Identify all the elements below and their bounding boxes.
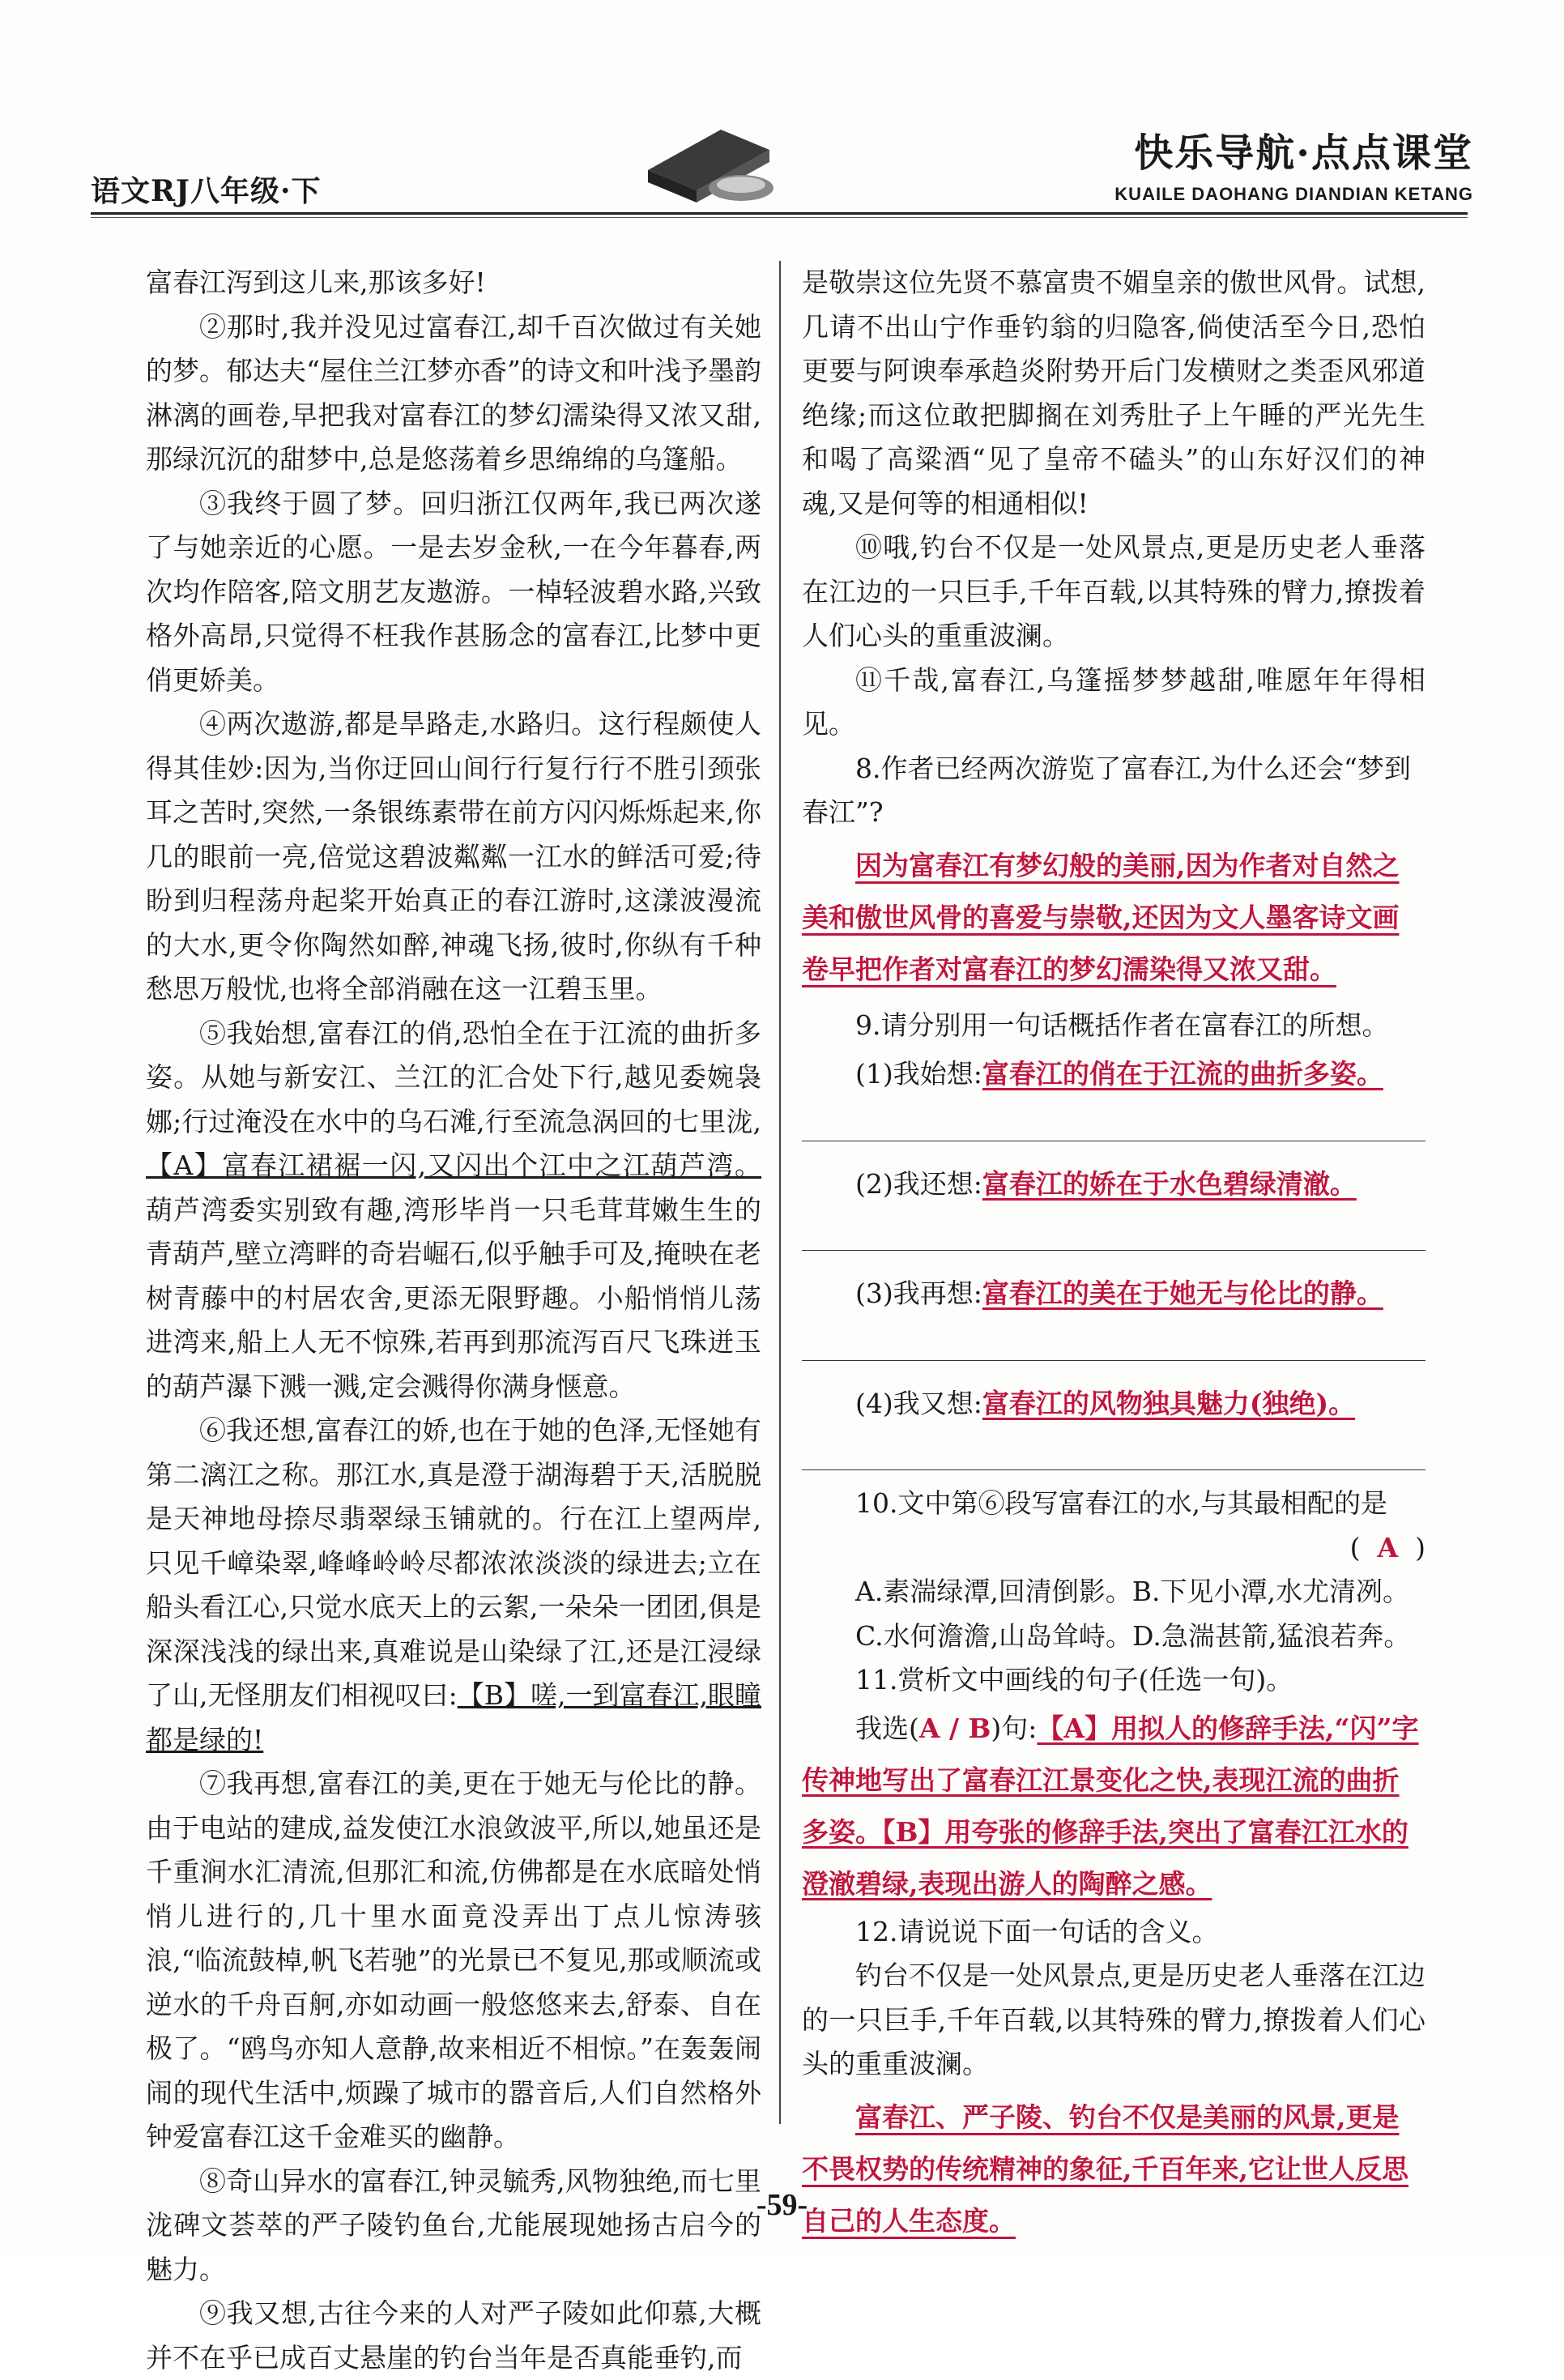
q11-mid: )句: — [991, 1712, 1038, 1744]
header-title: 快乐导航·点点课堂 — [1134, 130, 1473, 176]
q10-option-row: A.素湍绿潭,回清倒影。B.下见小潭,水尤清冽。 — [855, 1576, 1410, 1607]
passage-paragraph: ③我终于圆了梦。回归浙江仅两年,我已两次遂了与她亲近的心愿。一是去岁金秋,一在今年暮春,两次均作陪客,陪文朋艺友遨游。一棹轻波碧水路,兴致格外高昂,只觉得不枉我作甚肠念的富春江,比梦中更俏更娇美。 — [146, 487, 761, 696]
q9-answer: 富春江的俏在于江流的曲折多姿。 — [982, 1058, 1383, 1090]
page-number: -59- — [756, 2188, 808, 2222]
header-grade-label: 语文RJ八年级·下 — [91, 174, 322, 208]
q11-choice: A / B — [918, 1712, 991, 1744]
passage-paragraph: ④两次遨游,都是旱路走,水路归。这行程颇使人得其佳妙:因为,当你迂回山间行行复行行不胜引颈张耳之苦时,突然,一条银练素带在前方闪闪烁烁起来,你几的眼前一亮,倍觉这碧波粼粼一江水的鲜活可爱;待盼到归程荡舟起桨开始真正的春江游时,这漾波漫流的大水,更令你陶然如醉,神魂飞扬,彼时,你纵有千种愁思万般忧,也将全部消融在这一江碧玉里。 — [146, 708, 761, 1004]
q9-item-4 — [802, 1382, 1425, 1427]
q10-option-row: C.水何澹澹,山岛耸峙。D.急湍甚箭,猛浪若奔。 — [855, 1619, 1411, 1652]
q9-answer: 富春江的美在于她无与伦比的静。 — [982, 1277, 1383, 1309]
question-8: 8.作者已经两次游览了富春江,为什么还会“梦到春江”? — [802, 752, 1411, 828]
q11-answer: 【A】用拟人的修辞手法,“闪”字传神地写出了富春江江景变化之快,表现江流的曲折多姿。【B】用夸张的修辞手法,突出了富春江江水的澄澈碧绿,表现出游人的陶醉之感。 — [802, 1712, 1419, 1900]
question-12: 12.请说说下面一句话的含义。 — [855, 1915, 1219, 1947]
passage-paragraph: 是敬崇这位先贤不慕富贵不媚皇亲的傲世风骨。试想,几请不出山宁作垂钓翁的归隐客,倘使活至今日,恐怕更要与阿谀奉承趋炎附势开后门发横财之类歪风邪道绝缘;而这位敢把脚搁在刘秀肚子上午睡的严光先生和喝了高粱酒“见了皇帝不磕头”的山东好汉们的神魂,又是何等的相通相似! — [802, 267, 1425, 519]
passage-paragraph-6 — [146, 1409, 761, 1762]
right-column — [802, 261, 1425, 2255]
underlined-sentence-a: 【A】富春江裙裾一闪,又闪出个江中之江葫芦湾。 — [146, 1149, 761, 1181]
answer-12: 富春江、严子陵、钓台不仅是美丽的风景,更是不畏权势的传统精神的象征,千百年来,它让世人反思自己的人生态度。 — [802, 2101, 1408, 2237]
q9-label: (4)我又想: — [855, 1387, 982, 1419]
q9-label: (2)我还想: — [855, 1167, 982, 1200]
passage-paragraph: 富春江泻到这儿来,那该多好! — [146, 267, 486, 298]
q9-label: (3)我再想: — [855, 1277, 982, 1309]
left-column — [146, 261, 761, 2380]
question-11: 11.赏析文中画线的句子(任选一句)。 — [855, 1664, 1293, 1695]
q11-response — [802, 1703, 1425, 1910]
passage-paragraph-5 — [146, 1012, 761, 1410]
paren-close: ) — [1415, 1531, 1425, 1563]
passage-paragraph: ⑩哦,钓台不仅是一处风景点,更是历史老人垂落在江边的一只巨手,千年百载,以其特殊的臂力,撩拨着人们心头的重重波澜。 — [802, 531, 1425, 651]
answer-blank-line — [802, 1097, 1425, 1141]
passage-paragraph: ⑨我又想,古往今来的人对严子陵如此仰慕,大概并不在乎已成百丈悬崖的钓台当年是否真能垂钓,而 — [146, 2297, 761, 2374]
answer-blank-line — [802, 1316, 1425, 1361]
passage-paragraph: ⑧奇山异水的富春江,钟灵毓秀,风物独绝,而七里泷碑文荟萃的严子陵钓鱼台,尤能展现她扬古启今的魅力。 — [146, 2165, 761, 2285]
q9-label: (1)我始想: — [855, 1058, 982, 1090]
q9-answer: 富春江的娇在于水色碧绿清澈。 — [982, 1167, 1357, 1200]
q9-item-1 — [802, 1052, 1425, 1097]
q10-answer: A — [1377, 1531, 1399, 1563]
q9-item-2 — [802, 1162, 1425, 1207]
question-9: 9.请分别用一句话概括作者在富春江的所想。 — [855, 1009, 1389, 1041]
para6-text: ⑥我还想,富春江的娇,也在于她的色泽,无怪她有第二漓江之称。那江水,真是澄于湖海碧于天,活脱脱是天神地母捺尽翡翠绿玉铺就的。行在江上望两岸,只见千嶂染翠,峰峰岭岭尽都浓浓淡淡的绿进去;立在船头看江心,只觉水底天上的云絮,一朵朵一团团,俱是深深浅浅的绿出来,真难说是山染绿了江,还是江浸绿了山,无怪朋友们相视叹曰: — [146, 1414, 761, 1711]
answer-blank-line — [802, 1426, 1425, 1470]
passage-paragraph: ⑪千哉,富春江,乌篷摇梦梦越甜,唯愿年年得相见。 — [802, 663, 1425, 740]
header-subtitle: KUAILE DAOHANG DIANDIAN KETANG — [1114, 184, 1473, 204]
underlined-sentence-b: 【B】嗟,一到富春江,眼瞳都是绿的! — [146, 1679, 761, 1755]
para5-text: ⑤我始想,富春江的俏,恐怕全在于江流的曲折多姿。从她与新安江、兰江的汇合处下行,越见委婉袅娜;行过淹没在水中的乌石滩,行至流急涡回的七里泷, — [146, 1017, 761, 1137]
q10-answer-paren — [802, 1526, 1425, 1571]
q9-answer: 富春江的风物独具魅力(独绝)。 — [982, 1387, 1356, 1419]
header-brand — [1114, 122, 1473, 205]
answer-blank-line — [802, 1206, 1425, 1251]
header-rule — [91, 212, 1468, 215]
passage-paragraph: ②那时,我并没见过富春江,却千百次做过有关她的梦。郁达夫“屋住兰江梦亦香”的诗文和叶浅予墨韵淋漓的画卷,早把我对富春江的梦幻濡染得又浓又甜,那绿沉沉的甜梦中,总是悠荡着乡思绵绵的乌篷船。 — [146, 310, 761, 475]
book-icon — [640, 113, 778, 211]
q12-quote: 钓台不仅是一处风景点,更是历史老人垂落在江边的一只巨手,千年百载,以其特殊的臂力,撩拨着人们心头的重重波澜。 — [802, 1960, 1425, 2079]
column-divider — [779, 261, 781, 2124]
passage-paragraph: ⑦我再想,富春江的美,更在于她无与伦比的静。由于电站的建成,益发使江水浪敛波平,所以,她虽还是千重涧水汇清流,但那汇和流,仿佛都是在水底暗处悄悄儿进行的,几十里水面竟没弄出丁点儿惊涛骇浪,“临流鼓棹,帆飞若驰”的光景已不复见,那或顺流或逆水的千舟百舸,亦如动画一般悠悠来去,舒泰、自在极了。“鸥鸟亦知人意静,故来相近不相惊。”在轰轰闹闹的现代生活中,烦躁了城市的嚣音后,人们自然格外钟爱富春江这千金难买的幽静。 — [146, 1768, 761, 2152]
answer-8: 因为富春江有梦幻般的美丽,因为作者对自然之美和傲世风骨的喜爱与崇敬,还因为文人墨客诗文画卷早把作者对富春江的梦幻濡染得又浓又甜。 — [802, 849, 1400, 985]
para5-text-after: 葫芦湾委实别致有趣,湾形毕肖一只毛茸茸嫩生生的青葫芦,壁立湾畔的奇岩崛石,似乎触手可及,掩映在老树青藤中的村居农舍,更添无限野趣。小船悄悄儿荡进湾来,船上人无不惊殊,若再到那流泻百尺飞珠迸玉的葫芦瀑下溅一溅,定会溅得你满身惬意。 — [146, 1193, 761, 1402]
paren-open: ( — [1349, 1531, 1361, 1563]
header-rule-thin — [91, 217, 1468, 218]
question-10: 10.文中第⑥段写富春江的水,与其最相配的是 — [855, 1487, 1387, 1519]
q9-item-3 — [802, 1272, 1425, 1316]
q11-prefix: 我选( — [855, 1712, 919, 1744]
